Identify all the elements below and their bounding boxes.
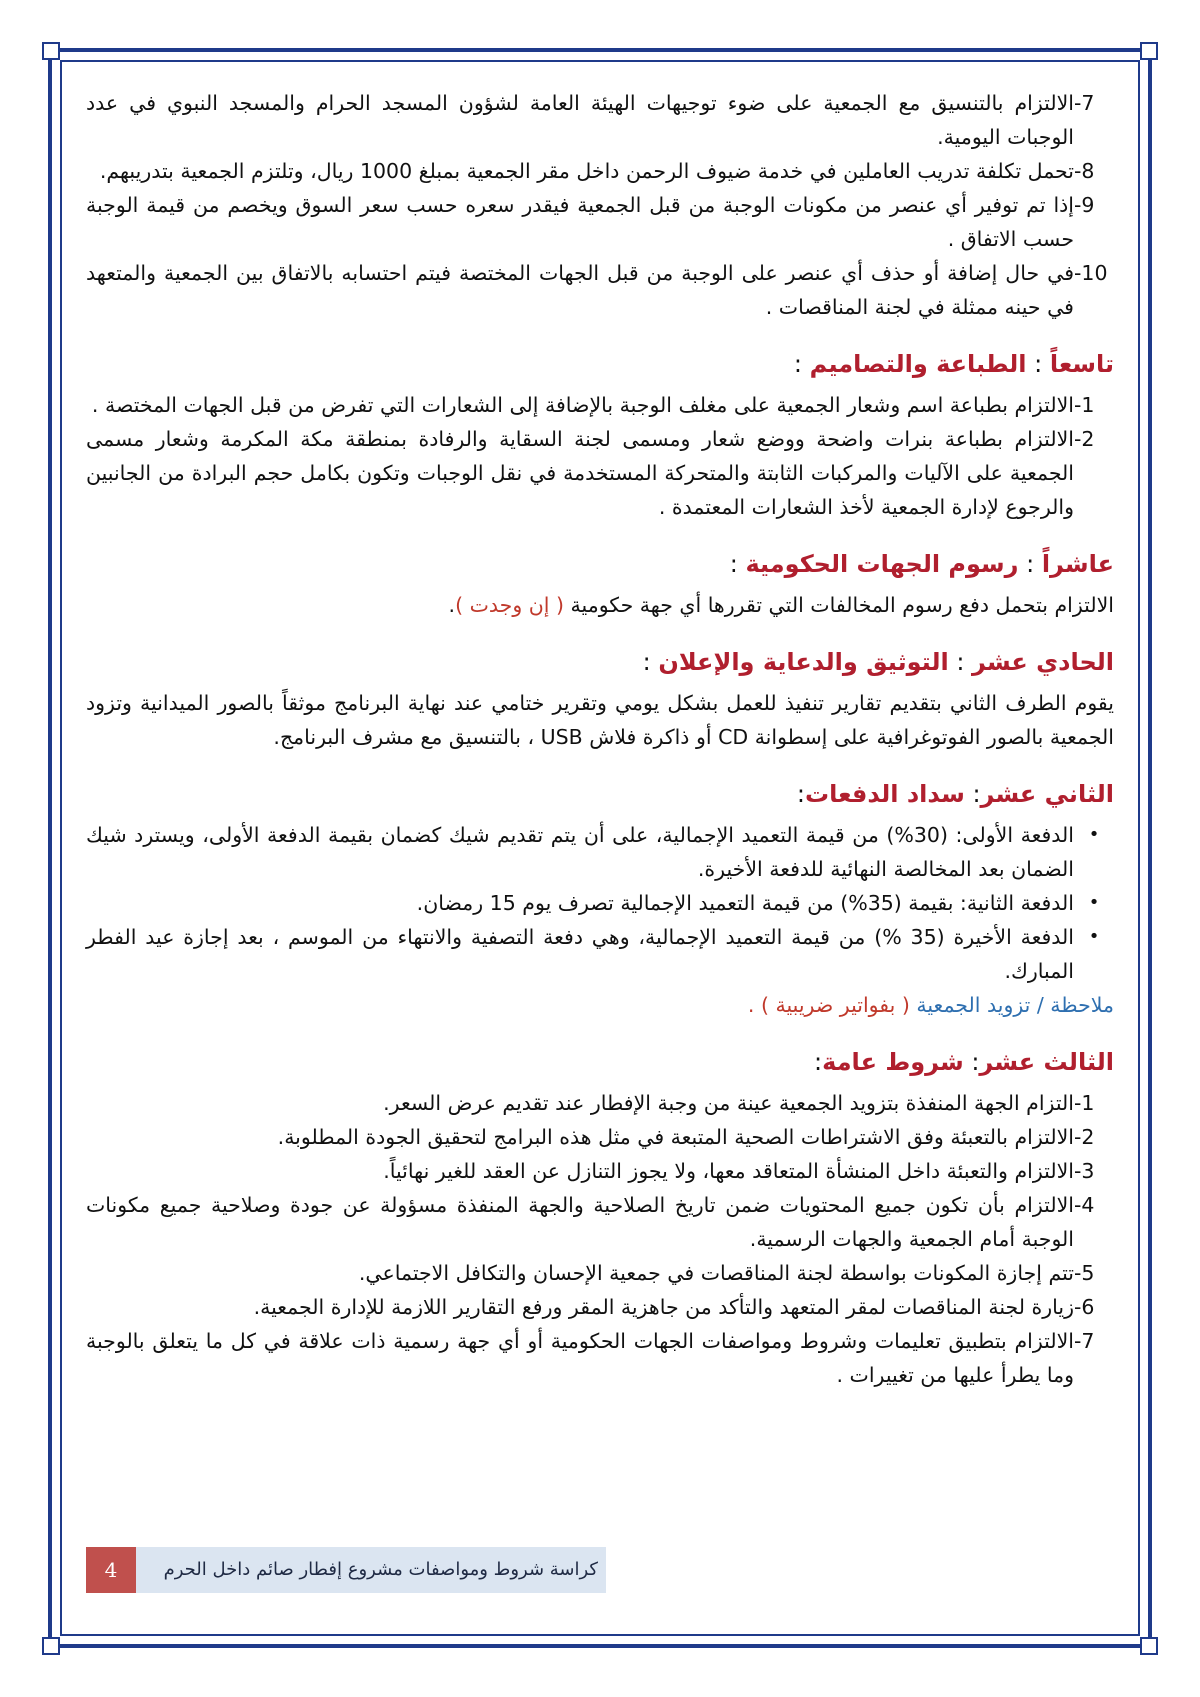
bullet-icon: • xyxy=(1088,892,1100,913)
item-text: زيارة لجنة المناقصات لمقر المتعهد والتأكد من جاهزية المقر ورفع التقارير اللازمة للإدارة الجمعية. xyxy=(253,1295,1074,1319)
item-text: الالتزام بالتنسيق مع الجمعية على ضوء توجيهات الهيئة العامة لشؤون المسجد الحرام والمسجد النبوي في عدد الوجبات اليومية. xyxy=(86,91,1074,149)
paragraph-government-fees: الالتزام بتحمل دفع رسوم المخالفات التي تقررها أي جهة حكومية ( إن وجدت ). xyxy=(448,593,1114,617)
item-text: في حال إضافة أو حذف أي عنصر على الوجبة من قبل الجهات المختصة فيتم احتسابه بالاتفاق بين الجمعية والمتعهد في حينه ممثلة في لجنة المناقصات . xyxy=(86,261,1074,319)
list-item xyxy=(86,256,1114,324)
list-item xyxy=(86,920,1114,988)
item-text: التزام الجهة المنفذة بتزويد الجمعية عينة من وجبة الإفطار عند تقديم عرض السعر. xyxy=(383,1091,1074,1115)
item-number: -10 xyxy=(1074,261,1108,285)
item-number: -3 xyxy=(1074,1159,1095,1183)
footer-title: كراسة شروط ومواصفات مشروع إفطار صائم داخل الحرم xyxy=(136,1547,606,1593)
heading-title: سداد الدفعات xyxy=(804,780,965,808)
payment-note: ملاحظة / تزويد الجمعية ( بفواتير ضريبية ) . xyxy=(747,993,1114,1017)
item-number: -9 xyxy=(1074,193,1095,217)
item-text: تتم إجازة المكونات بواسطة لجنة المناقصات في جمعية الإحسان والتكافل الاجتماعي. xyxy=(358,1261,1074,1285)
item-number: -6 xyxy=(1074,1295,1095,1319)
section-heading-documentation: الحادي عشر : التوثيق والدعاية والإعلان : xyxy=(642,648,1114,676)
item-number: -2 xyxy=(1074,1125,1095,1149)
list-item xyxy=(86,388,1114,422)
list-item xyxy=(86,1188,1114,1256)
heading-label: الحادي عشر xyxy=(972,648,1114,676)
item-number: -7 xyxy=(1074,91,1095,115)
item-number: -2 xyxy=(1074,427,1095,451)
corner-ornament xyxy=(1140,1637,1158,1655)
list-item xyxy=(86,422,1114,524)
heading-label: تاسعاً xyxy=(1049,350,1114,378)
list-item xyxy=(86,1290,1114,1324)
item-number: -4 xyxy=(1074,1193,1095,1217)
item-number: -1 xyxy=(1074,1091,1095,1115)
section-heading-general-terms: الثالث عشر: شروط عامة: xyxy=(814,1048,1114,1076)
list-item xyxy=(86,1154,1114,1188)
list-item xyxy=(86,1324,1114,1392)
item-text: الالتزام بتطبيق تعليمات وشروط ومواصفات الجهات الحكومية أو أي جهة رسمية ذات علاقة في كل ما يتعلق بالوجبة وما يطرأ عليها من تغييرات . xyxy=(86,1329,1074,1387)
heading-title: الطباعة والتصاميم xyxy=(809,350,1027,378)
bullet-icon: • xyxy=(1088,824,1100,845)
list-item xyxy=(86,886,1114,920)
highlight-text: ( إن وجدت ) xyxy=(455,593,565,617)
heading-label: عاشراً xyxy=(1041,550,1114,578)
item-number: -1 xyxy=(1074,393,1095,417)
item-text: الدفعة الأخيرة (35 %) من قيمة التعميد الإجمالية، وهي دفعة التصفية والانتهاء من الموسم ، بعد إجازة عيد الفطر المبارك. xyxy=(86,925,1074,983)
corner-ornament xyxy=(42,1637,60,1655)
heading-label: الثاني عشر xyxy=(980,780,1114,808)
item-text: الدفعة الأولى: (30%) من قيمة التعميد الإجمالية، على أن يتم تقديم شيك كضمان بقيمة الدفعة الأولى، ويسترد شيك الضمان بعد المخالصة النهائية للدفعة الأخيرة. xyxy=(86,823,1074,881)
list-item xyxy=(86,818,1114,886)
item-number: -7 xyxy=(1074,1329,1095,1353)
section-heading-printing: تاسعاً : الطباعة والتصاميم : xyxy=(793,350,1114,378)
heading-title: شروط عامة xyxy=(822,1048,964,1076)
list-item xyxy=(86,1256,1114,1290)
heading-title: التوثيق والدعاية والإعلان xyxy=(658,648,949,676)
list-section-eight xyxy=(86,86,1114,324)
item-text: الالتزام بطباعة اسم وشعار الجمعية على مغلف الوجبة بالإضافة إلى الشعارات التي تفرض من قبل الجهات المختصة . xyxy=(91,393,1074,417)
item-text: الالتزام بأن تكون جميع المحتويات ضمن تاريخ الصلاحية والجهة المنفذة مسؤولة عن جودة وصلاحية جميع مكونات الوجبة أمام الجمعية والجهات الرسمية. xyxy=(86,1193,1074,1251)
bullet-icon: • xyxy=(1088,926,1100,947)
corner-ornament xyxy=(1140,42,1158,60)
highlight-text: ( بفواتير ضريبية ) xyxy=(760,993,910,1017)
list-item xyxy=(86,154,1114,188)
heading-title: رسوم الجهات الحكومية xyxy=(745,550,1019,578)
document-body xyxy=(86,86,1114,1392)
item-text: الالتزام بالتعبئة وفق الاشتراطات الصحية المتبعة في مثل هذه البرامج لتحقيق الجودة المطلوبة. xyxy=(277,1125,1074,1149)
item-text: الالتزام والتعبئة داخل المنشأة المتعاقد معها، ولا يجوز التنازل عن العقد للغير نهائياً. xyxy=(383,1159,1074,1183)
heading-label: الثالث عشر xyxy=(979,1048,1114,1076)
list-item xyxy=(86,1086,1114,1120)
paragraph-documentation: يقوم الطرف الثاني بتقديم تقارير تنفيذ للعمل بشكل يومي وتقرير ختامي عند نهاية البرنامج موثقاً بالصور الميدانية وتزود الجمعية بالصور الفوتوغرافية على إسطوانة CD أو ذاكرة فلاش USB ، بالتنسيق مع مشرف البرنامج. xyxy=(86,691,1114,749)
list-item xyxy=(86,1120,1114,1154)
item-text: الدفعة الثانية: بقيمة (35%) من قيمة التعميد الإجمالية تصرف يوم 15 رمضان. xyxy=(416,891,1074,915)
item-number: -5 xyxy=(1074,1261,1095,1285)
note-label: ملاحظة / تزويد الجمعية xyxy=(916,993,1114,1017)
section-heading-payments: الثاني عشر: سداد الدفعات: xyxy=(796,780,1114,808)
page-footer xyxy=(86,1547,606,1593)
page-number: 4 xyxy=(86,1547,136,1593)
section-heading-government-fees: عاشراً : رسوم الجهات الحكومية : xyxy=(729,550,1114,578)
item-text: إذا تم توفير أي عنصر من مكونات الوجبة من قبل الجمعية فيقدر سعره حسب سعر السوق ويخصم من قيمة الوجبة حسب الاتفاق . xyxy=(86,193,1074,251)
list-item xyxy=(86,86,1114,154)
corner-ornament xyxy=(42,42,60,60)
item-number: -8 xyxy=(1074,159,1095,183)
item-text: تحمل تكلفة تدريب العاملين في خدمة ضيوف الرحمن داخل مقر الجمعية بمبلغ 1000 ريال، وتلتزم الجمعية بتدريبهم. xyxy=(99,159,1074,183)
list-item xyxy=(86,188,1114,256)
item-text: الالتزام بطباعة بنرات واضحة ووضع شعار ومسمى لجنة السقاية والرفادة بمنطقة مكة المكرمة وشعار مسمى الجمعية على الآليات والمركبات الثابتة والمتحركة المستخدمة في نقل الوجبات وتكون بكامل حجم البرادة من الجانبين والرجوع لإدارة الجمعية لأخذ الشعارات المعتمدة . xyxy=(86,427,1074,519)
